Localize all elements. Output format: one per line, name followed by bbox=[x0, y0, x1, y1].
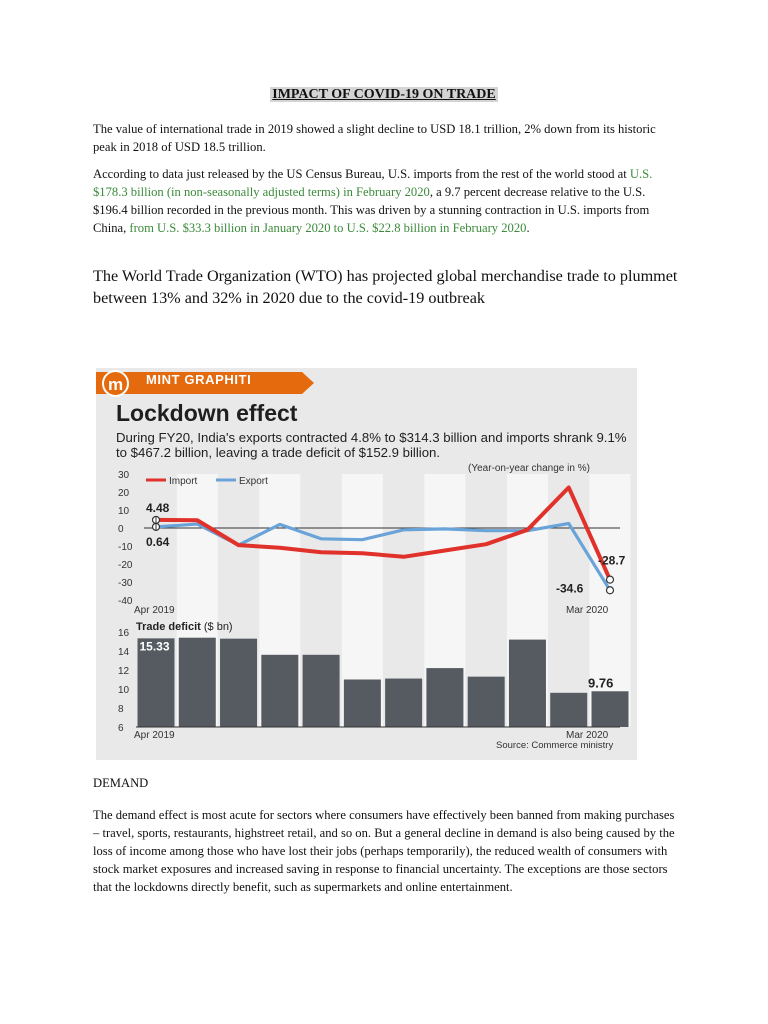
bar-x-label-end: Mar 2020 bbox=[566, 730, 609, 741]
document-title bbox=[0, 87, 768, 103]
paragraph-wto-projection: The World Trade Organization (WTO) has projected global merchandise trade to plummet between 13% and 32% in 2020 due to the covid-19 outbreak bbox=[93, 267, 678, 307]
data-label: -28.7 bbox=[598, 553, 626, 568]
line-x-label-start: Apr 2019 bbox=[134, 605, 175, 616]
legend-label-export: Export bbox=[239, 476, 268, 487]
endpoint-marker bbox=[607, 587, 614, 594]
line-y-tick-label: -40 bbox=[118, 596, 133, 607]
chart-subtitle: During FY20, India's exports contracted 4.8% to $314.3 billion and imports shrank 9.1% to $467.2 billion, leaving a trade deficit of $152.9 billion. bbox=[116, 430, 627, 460]
deficit-bar bbox=[385, 679, 422, 727]
deficit-bar bbox=[261, 655, 298, 727]
data-label: 4.48 bbox=[146, 500, 170, 515]
bar-chart-title: Trade deficit ($ bn) bbox=[136, 621, 233, 633]
us-imports-link-1[interactable]: U.S. $178.3 billion (in non-seasonally adjusted terms) in February 2020 bbox=[93, 167, 653, 199]
bar-y-tick-label: 16 bbox=[118, 628, 130, 639]
bar-y-tick-label: 8 bbox=[118, 704, 124, 715]
line-y-tick-label: 0 bbox=[118, 524, 124, 535]
deficit-bar bbox=[550, 693, 587, 727]
demand-heading: DEMAND bbox=[93, 776, 149, 790]
line-y-tick-label: -10 bbox=[118, 542, 133, 553]
line-y-tick-label: -30 bbox=[118, 578, 133, 589]
banner-label: MINT GRAPHITI bbox=[146, 372, 252, 387]
source-note: Source: Commerce ministry bbox=[496, 740, 614, 751]
bar-value-label: 9.76 bbox=[588, 675, 614, 691]
us-imports-text-3: . bbox=[526, 221, 530, 235]
line-x-label-end: Mar 2020 bbox=[566, 605, 609, 616]
document-title-text: IMPACT OF COVID-19 ON TRADE bbox=[272, 87, 496, 102]
us-imports-text-2: , a 9.7 percent decrease relative to the U.S. $196.4 billion recorded in the previous month. This was driven by a stunning contraction in U.S. imports from China, bbox=[93, 185, 650, 235]
bar-y-tick-label: 6 bbox=[118, 723, 124, 734]
lockdown-effect-figure bbox=[96, 368, 637, 760]
deficit-bar bbox=[509, 640, 546, 727]
data-label: 0.64 bbox=[146, 534, 170, 549]
chart-note: (Year-on-year change in %) bbox=[468, 463, 590, 474]
line-y-tick-label: 30 bbox=[118, 470, 130, 481]
endpoint-marker bbox=[607, 576, 614, 583]
line-y-tick-label: 20 bbox=[118, 488, 130, 499]
line-y-tick-label: 10 bbox=[118, 506, 130, 517]
deficit-bar bbox=[303, 655, 340, 727]
data-label: -34.6 bbox=[556, 581, 584, 596]
deficit-bar bbox=[220, 639, 257, 727]
bar-value-label: 15.33 bbox=[139, 639, 170, 654]
line-y-tick-label: -20 bbox=[118, 560, 133, 571]
us-imports-link-2[interactable]: from U.S. $33.3 billion in January 2020 to U.S. $22.8 billion in February 2020 bbox=[129, 221, 527, 235]
deficit-bar bbox=[344, 680, 381, 728]
paragraph-demand: The demand effect is most acute for sectors where consumers have effectively been banned from making purchases – travel, sports, restaurants, highstreet retail, and so on. But a general decline in demand is also being caused by the loss of income among those who have lost their jobs (perhaps temporarily), the reduced wealth of consumers with stock market exposures and increased saving in response to financial uncertainty. The exceptions are those sectors that the lockdowns directly benefit, such as supermarkets and online entertainment. bbox=[93, 808, 675, 894]
us-imports-text-1: According to data just released by the US Census Bureau, U.S. imports from the rest of the world stood at bbox=[93, 167, 630, 181]
deficit-bar bbox=[179, 638, 216, 727]
mint-logo: m bbox=[102, 370, 129, 397]
deficit-bar bbox=[592, 691, 629, 727]
deficit-bar bbox=[468, 677, 505, 727]
bar-y-tick-label: 12 bbox=[118, 666, 130, 677]
chart-canvas bbox=[96, 368, 637, 760]
legend-label-import: Import bbox=[169, 476, 198, 487]
chart-title: Lockdown effect bbox=[116, 400, 298, 426]
paragraph-us-imports bbox=[93, 165, 678, 237]
bar-x-label-start: Apr 2019 bbox=[134, 730, 175, 741]
deficit-bars bbox=[138, 638, 629, 727]
paragraph-trade-value: The value of international trade in 2019 showed a slight decline to USD 18.1 trillion, 2% down from its historic peak in 2018 of USD 18.5 trillion. bbox=[93, 122, 656, 154]
deficit-bar bbox=[426, 668, 463, 727]
bar-y-tick-label: 14 bbox=[118, 647, 130, 658]
bar-y-tick-label: 10 bbox=[118, 685, 130, 696]
